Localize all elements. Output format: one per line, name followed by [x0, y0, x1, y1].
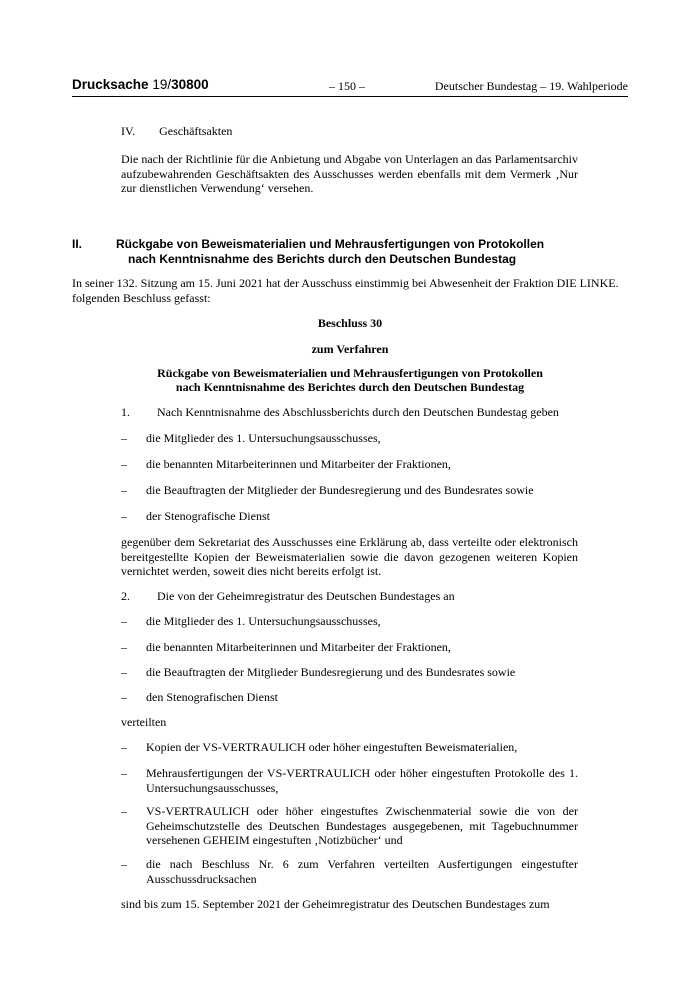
point1-item-2: die benannten Mitarbeiterinnen und Mitarbeiter der Fraktionen, — [146, 457, 451, 471]
point2-sub-dash-4: – — [121, 857, 127, 871]
beschluss-heading-line2: nach Kenntnisnahme des Berichtes durch den Deutschen Bundestag — [175, 380, 525, 394]
point2-sub-dash-1: – — [121, 740, 127, 754]
point2-item-2: die benannten Mitarbeiterinnen und Mitarbeiter der Fraktionen, — [146, 640, 451, 654]
point1-item-3: die Beauftragten der Mitglieder der Bundesregierung und des Bundesrates sowie — [146, 483, 534, 497]
point2-sub-dash-2: – — [121, 766, 127, 780]
point1-number: 1. — [121, 405, 130, 419]
point2-number: 2. — [121, 589, 130, 603]
doc-label: Drucksache — [72, 77, 149, 92]
point1-item-4: der Stenografische Dienst — [146, 509, 270, 523]
doc-number-bold: 30800 — [171, 77, 209, 92]
document-number — [72, 77, 209, 92]
page-number: – 150 – — [329, 79, 365, 93]
point2-sub-item-4: die nach Beschluss Nr. 6 zum Verfahren verteilten Ausfertigungen eingestufter Ausschussdrucksachen — [146, 857, 578, 886]
point2-dash-1: – — [121, 614, 127, 628]
section-iv-heading: IV. Geschäftsakten — [121, 124, 233, 138]
beschluss-title: Beschluss 30 — [317, 316, 383, 330]
point2-text: Die von der Geheimregistratur des Deutschen Bundestages an — [157, 589, 455, 603]
section-ii-title-line1: Rückgabe von Beweismaterialien und Mehrausfertigungen von Protokollen — [116, 237, 545, 251]
section-ii-title — [116, 237, 586, 266]
point2-closing: sind bis zum 15. September 2021 der Geheimregistratur des Deutschen Bundestages zum — [121, 897, 550, 911]
point1-text: Nach Kenntnisnahme des Abschlussberichts durch den Deutschen Bundestag geben — [157, 405, 559, 419]
point2-item-4: den Stenografischen Dienst — [146, 690, 278, 704]
header-divider — [72, 96, 628, 97]
header-title: Deutscher Bundestag – 19. Wahlperiode — [434, 79, 628, 93]
point1-dash-2: – — [121, 457, 127, 471]
section-ii-number: II. — [72, 237, 83, 251]
point2-dash-3: – — [121, 665, 127, 679]
section-ii-intro: In seiner 132. Sitzung am 15. Juni 2021 hat der Ausschuss einstimmig bei Abwesenheit der Fraktion DIE LINKE. folgenden Beschluss gefasst: — [72, 276, 619, 305]
beschluss-heading-line1: Rückgabe von Beweismaterialien und Mehrausfertigungen von Protokollen — [157, 366, 543, 380]
point2-dash-2: – — [121, 640, 127, 654]
doc-number-prefix: 19/ — [152, 77, 172, 92]
point1-dash-1: – — [121, 431, 127, 445]
point1-dash-3: – — [121, 483, 127, 497]
point1-item-1: die Mitglieder des 1. Untersuchungsausschusses, — [146, 431, 381, 445]
point2-sub-item-1: Kopien der VS-VERTRAULICH oder höher eingestuften Beweismaterialien, — [146, 740, 518, 754]
point2-sub-item-3: VS-VERTRAULICH oder höher eingestuftes Zwischenmaterial sowie die von der Geheimschutzstelle des Deutschen Bundestages ausgegebenen, mit Tagebuchnummer versehenen GEHEIM eingestuften ‚Notizbücher‘ und — [146, 804, 578, 847]
point2-item-1: die Mitglieder des 1. Untersuchungsausschusses, — [146, 614, 381, 628]
beschluss-subtitle: zum Verfahren — [311, 342, 389, 356]
point1-closing: gegenüber dem Sekretariat des Ausschusses eine Erklärung ab, dass verteilte oder elektronisch bereitgestellte Kopien der Beweismaterialien sowie die davon gezogenen weiteren Kopien vernichtet werden, soweit dies nicht bereits erfolgt ist. — [121, 535, 578, 578]
point1-dash-4: – — [121, 509, 127, 523]
point2-dash-4: – — [121, 690, 127, 704]
section-iv-text: Die nach der Richtlinie für die Anbietung und Abgabe von Unterlagen an das Parlamentsarchiv aufzubewahrenden Geschäftsakten des Ausschusses werden ebenfalls mit dem Vermerk ‚Nur zur dienstlichen Verwendung‘ versehen. — [121, 152, 578, 195]
verteilten-text: verteilten — [121, 715, 167, 729]
page-header — [72, 78, 628, 94]
point2-item-3: die Beauftragten der Mitglieder Bundesregierung und des Bundesrates sowie — [146, 665, 516, 679]
section-ii-title-line2: nach Kenntnisnahme des Berichts durch den Deutschen Bundestag — [128, 251, 517, 266]
point2-sub-item-2: Mehrausfertigungen der VS-VERTRAULICH oder höher eingestuften Protokolle des 1. Untersuchungsausschusses, — [146, 766, 578, 795]
point2-sub-dash-3: – — [121, 804, 127, 818]
